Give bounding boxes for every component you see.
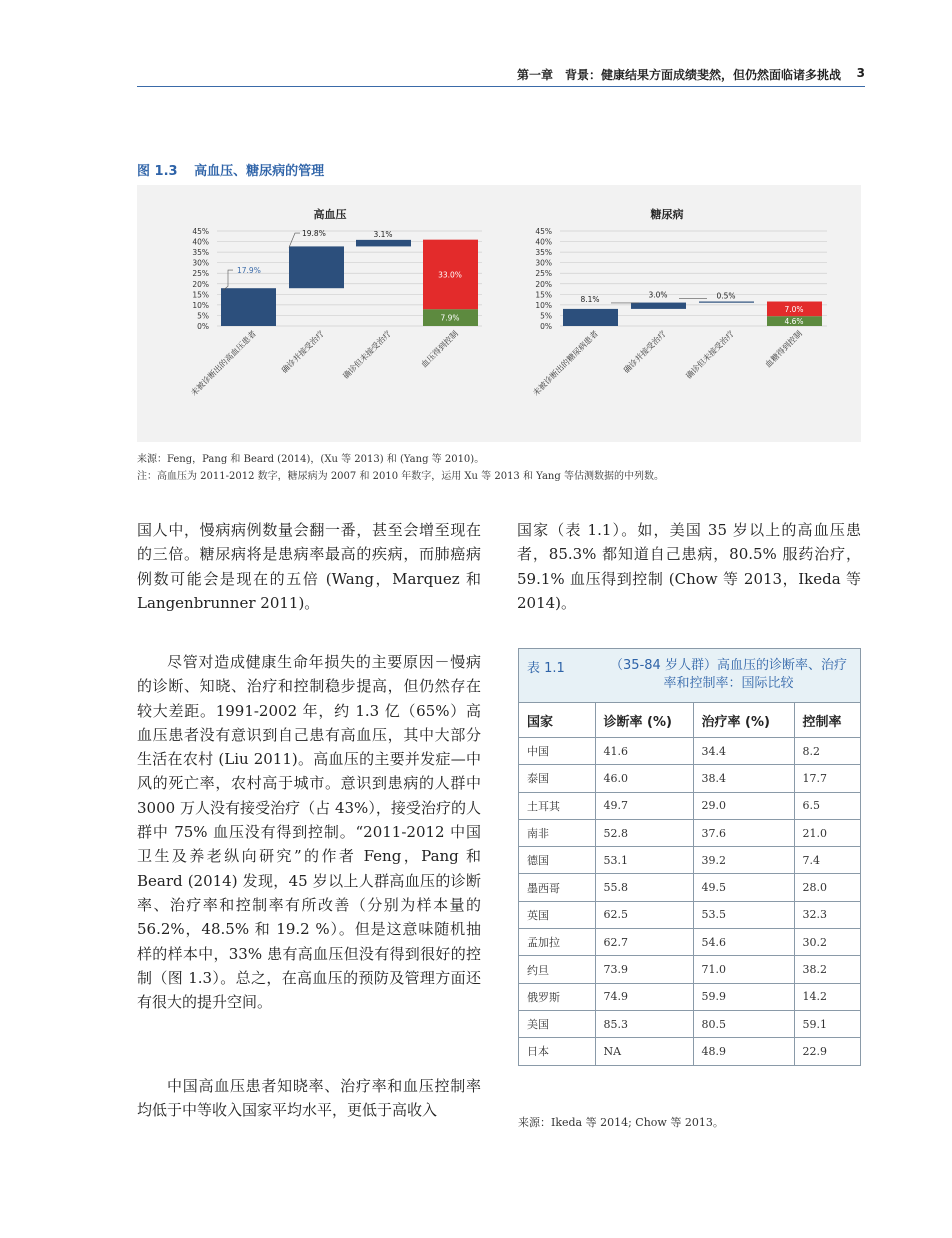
- table-title: （35-84 岁人群）高血压的诊断率、治疗率和控制率：国际比较: [610, 658, 847, 691]
- header-country: 国家: [519, 703, 595, 738]
- y-tick-label: 15%: [192, 290, 209, 300]
- x-tick-label: 确诊并接受治疗: [279, 329, 326, 376]
- cell-country: 中国: [519, 738, 595, 765]
- cell-diagnosis: 49.7: [595, 792, 693, 819]
- cell-country: 美国: [519, 1010, 595, 1037]
- x-tick-label: 确诊并接受治疗: [621, 329, 668, 376]
- figure-title: 高血压、糖尿病的管理: [194, 164, 325, 179]
- cell-control: 32.3: [794, 901, 860, 928]
- y-tick-label: 40%: [192, 237, 209, 247]
- table-label: 表 1.1: [527, 661, 565, 676]
- cell-diagnosis: 53.1: [595, 847, 693, 874]
- cell-country: 俄罗斯: [519, 983, 595, 1010]
- data-label: 7.9%: [440, 313, 460, 323]
- cell-control: 28.0: [794, 874, 860, 901]
- data-label: 4.6%: [784, 317, 804, 327]
- data-label: 3.1%: [373, 229, 393, 239]
- y-tick-label: 30%: [535, 258, 552, 268]
- table-row: [519, 847, 860, 874]
- table-row: [519, 792, 860, 819]
- y-tick-label: 35%: [192, 248, 209, 258]
- figure-source: 来源：Feng，Pang 和 Beard (2014)，(Xu 等 2013) 和 (Yang 等 2010)。: [137, 454, 485, 465]
- y-tick-label: 0%: [540, 322, 552, 331]
- data-label: 3.0%: [648, 290, 668, 300]
- x-tick-label: 未被诊断出的糖尿病患者: [531, 329, 600, 398]
- table-row: [519, 956, 860, 983]
- cell-diagnosis: 46.0: [595, 765, 693, 792]
- y-tick-label: 25%: [192, 269, 209, 279]
- cell-control: 22.9: [802, 1044, 827, 1058]
- cell-control: 6.5: [794, 792, 860, 819]
- paragraph-left-2: 尽管对造成健康生命年损失的主要原因－慢病的诊断、知晓、治疗和控制稳步提高，但仍然存在较大差距。1991-2002 年，约 1.3 亿（65%）高血压患者没有意识到自己患有高血压，其中大部分生活在农村 (Liu 2011)。高血压的主要并发症—中风的死亡率，农村高于城市。意识到患病的人群中 3000 万人没有接受治疗（占 43%），接受治疗的人群中 75% 血压没有得到控制。“2011-2012 中国卫生及养老纵向研究”的作者 Feng，Pang 和 Beard (2014) 发现，45 岁以上人群高血压的诊断率、治疗率和控制率有所改善（分别为样本量的 56.2%，48.5% 和 19.2 %）。但是这意味随机抽样的样本中，33% 患有高血压但没有得到很好的控制（图 1.3）。总之，在高血压的预防及管理方面还有很大的提升空间。: [137, 653, 481, 1012]
- comparison-table: [518, 648, 861, 1066]
- header-treatment-rate: 治疗率 (%): [693, 703, 794, 738]
- y-tick-label: 0%: [197, 322, 209, 331]
- cell-country: 土耳其: [519, 792, 595, 819]
- cell-diagnosis: 41.6: [595, 738, 693, 765]
- cell-treatment: 54.6: [693, 929, 794, 956]
- bar: [563, 309, 618, 326]
- leader-line: [289, 233, 300, 247]
- cell-diagnosis: 85.3: [595, 1010, 693, 1037]
- figure-note: 注：高血压为 2011-2012 数字，糖尿病为 2007 和 2010 年数字，运用 Xu 等 2013 和 Yang 等估测数据的中列数。: [137, 471, 664, 482]
- table-header-row: [519, 703, 860, 738]
- table-row: [519, 765, 860, 792]
- chapter-title: 第一章 背景：健康结果方面成绩斐然，但仍然面临诸多挑战: [516, 68, 841, 82]
- paragraph-left-1: 国人中，慢病病例数量会翻一番，甚至会增至现在的三倍。糖尿病将是患病率最高的疾病，而肺癌病例数可能会是现在的五倍 (Wang，Marquez 和 Langenbrunner 2011)。: [137, 521, 481, 612]
- bar: [356, 240, 411, 247]
- x-tick-label: 未被诊断出的高血压患者: [189, 329, 258, 398]
- cell-country: 孟加拉: [519, 929, 595, 956]
- cell-country: 德国: [519, 847, 595, 874]
- table-row: [519, 1010, 860, 1037]
- x-tick-label: 确诊但未接受治疗: [684, 329, 736, 381]
- y-tick-label: 10%: [535, 300, 552, 310]
- chart-title: 糖尿病: [650, 208, 684, 221]
- page-number: 3: [856, 66, 865, 80]
- cell-control: 8.2: [794, 738, 860, 765]
- cell-control: 38.2: [794, 956, 860, 983]
- table-grid: [519, 703, 860, 1065]
- data-label: 0.5%: [716, 291, 736, 301]
- cell-diagnosis: NA: [595, 1038, 693, 1065]
- paragraph-right-1: 国家（表 1.1）。如，美国 35 岁以上的高血压患者，85.3% 都知道自己患病，80.5% 服药治疗，59.1% 血压得到控制 (Chow 等 2013，Ikeda 等 2014)。: [517, 521, 861, 612]
- data-label: 17.9%: [237, 266, 261, 276]
- cell-diagnosis: 55.8: [595, 874, 693, 901]
- figure-caption: [137, 160, 324, 179]
- cell-country: 日本: [519, 1038, 595, 1065]
- figure-panel: [137, 185, 861, 442]
- x-tick-label: 确诊但未接受治疗: [341, 329, 393, 381]
- data-label: 7.0%: [784, 304, 804, 314]
- cell-country: 墨西哥: [519, 874, 595, 901]
- bar: [631, 303, 686, 309]
- cell-control: 7.4: [794, 847, 860, 874]
- y-tick-label: 20%: [192, 279, 209, 289]
- cell-control: 17.7: [794, 765, 860, 792]
- y-tick-label: 45%: [192, 227, 209, 236]
- cell-treatment: 29.0: [693, 792, 794, 819]
- cell-treatment: 34.4: [693, 738, 794, 765]
- cell-control: 14.2: [794, 983, 860, 1010]
- cell-country: 南非: [519, 819, 595, 846]
- cell-treatment: 80.5: [693, 1010, 794, 1037]
- cell-diagnosis: 73.9: [595, 956, 693, 983]
- cell-diagnosis: 52.8: [595, 819, 693, 846]
- y-tick-label: 25%: [535, 269, 552, 279]
- cell-diagnosis: 62.5: [595, 901, 693, 928]
- y-tick-label: 35%: [535, 248, 552, 258]
- cell-diagnosis: 74.9: [595, 983, 693, 1010]
- data-label: 33.0%: [438, 270, 462, 280]
- data-label: 19.8%: [302, 229, 326, 239]
- bar: [289, 246, 344, 288]
- cell-control: 30.2: [794, 929, 860, 956]
- table-row: [519, 1038, 860, 1065]
- y-tick-label: 5%: [197, 311, 209, 321]
- cell-diagnosis: 62.7: [595, 929, 693, 956]
- y-tick-label: 15%: [535, 290, 552, 300]
- y-tick-label: 20%: [535, 279, 552, 289]
- table-caption: [519, 649, 860, 703]
- bar: [699, 302, 754, 303]
- page-header: [137, 58, 865, 87]
- cell-control: 21.0: [794, 819, 860, 846]
- cell-treatment: 38.4: [693, 765, 794, 792]
- cell-treatment: 37.6: [693, 819, 794, 846]
- cell-treatment: 49.5: [693, 874, 794, 901]
- chart-title: 高血压: [313, 208, 347, 221]
- y-tick-label: 45%: [535, 227, 552, 236]
- table-source: 来源：Ikeda 等 2014; Chow 等 2013。: [518, 1116, 724, 1129]
- y-tick-label: 5%: [540, 311, 552, 321]
- cell-treatment: 59.9: [693, 983, 794, 1010]
- table-row: [519, 929, 860, 956]
- waterfall-charts: [137, 185, 861, 442]
- cell-treatment: 48.9: [693, 1038, 794, 1065]
- x-tick-label: 血压得到控制: [419, 329, 460, 370]
- figure-label: 图 1.3: [137, 164, 178, 179]
- x-tick-label: 血糖得到控制: [763, 329, 804, 370]
- table-row: [519, 738, 860, 765]
- cell-treatment: 71.0: [693, 956, 794, 983]
- cell-treatment: 39.2: [693, 847, 794, 874]
- header-control-rate: 控制率: [794, 703, 860, 738]
- table-row: [519, 901, 860, 928]
- y-tick-label: 40%: [535, 237, 552, 247]
- table-row: [519, 874, 860, 901]
- paragraph-left-3: 中国高血压患者知晓率、治疗率和血压控制率均低于中等收入国家平均水平，更低于高收入: [137, 1077, 481, 1120]
- y-tick-label: 10%: [192, 300, 209, 310]
- header-diagnosis-rate: 诊断率 (%): [595, 703, 693, 738]
- y-tick-label: 30%: [192, 258, 209, 268]
- cell-treatment: 53.5: [693, 901, 794, 928]
- bar: [221, 288, 276, 326]
- table-row: [519, 983, 860, 1010]
- table-row: [519, 819, 860, 846]
- data-label: 8.1%: [580, 294, 600, 304]
- cell-control: 59.1: [794, 1010, 860, 1037]
- cell-country: 泰国: [519, 765, 595, 792]
- cell-country: 英国: [519, 901, 595, 928]
- cell-country: 约旦: [519, 956, 595, 983]
